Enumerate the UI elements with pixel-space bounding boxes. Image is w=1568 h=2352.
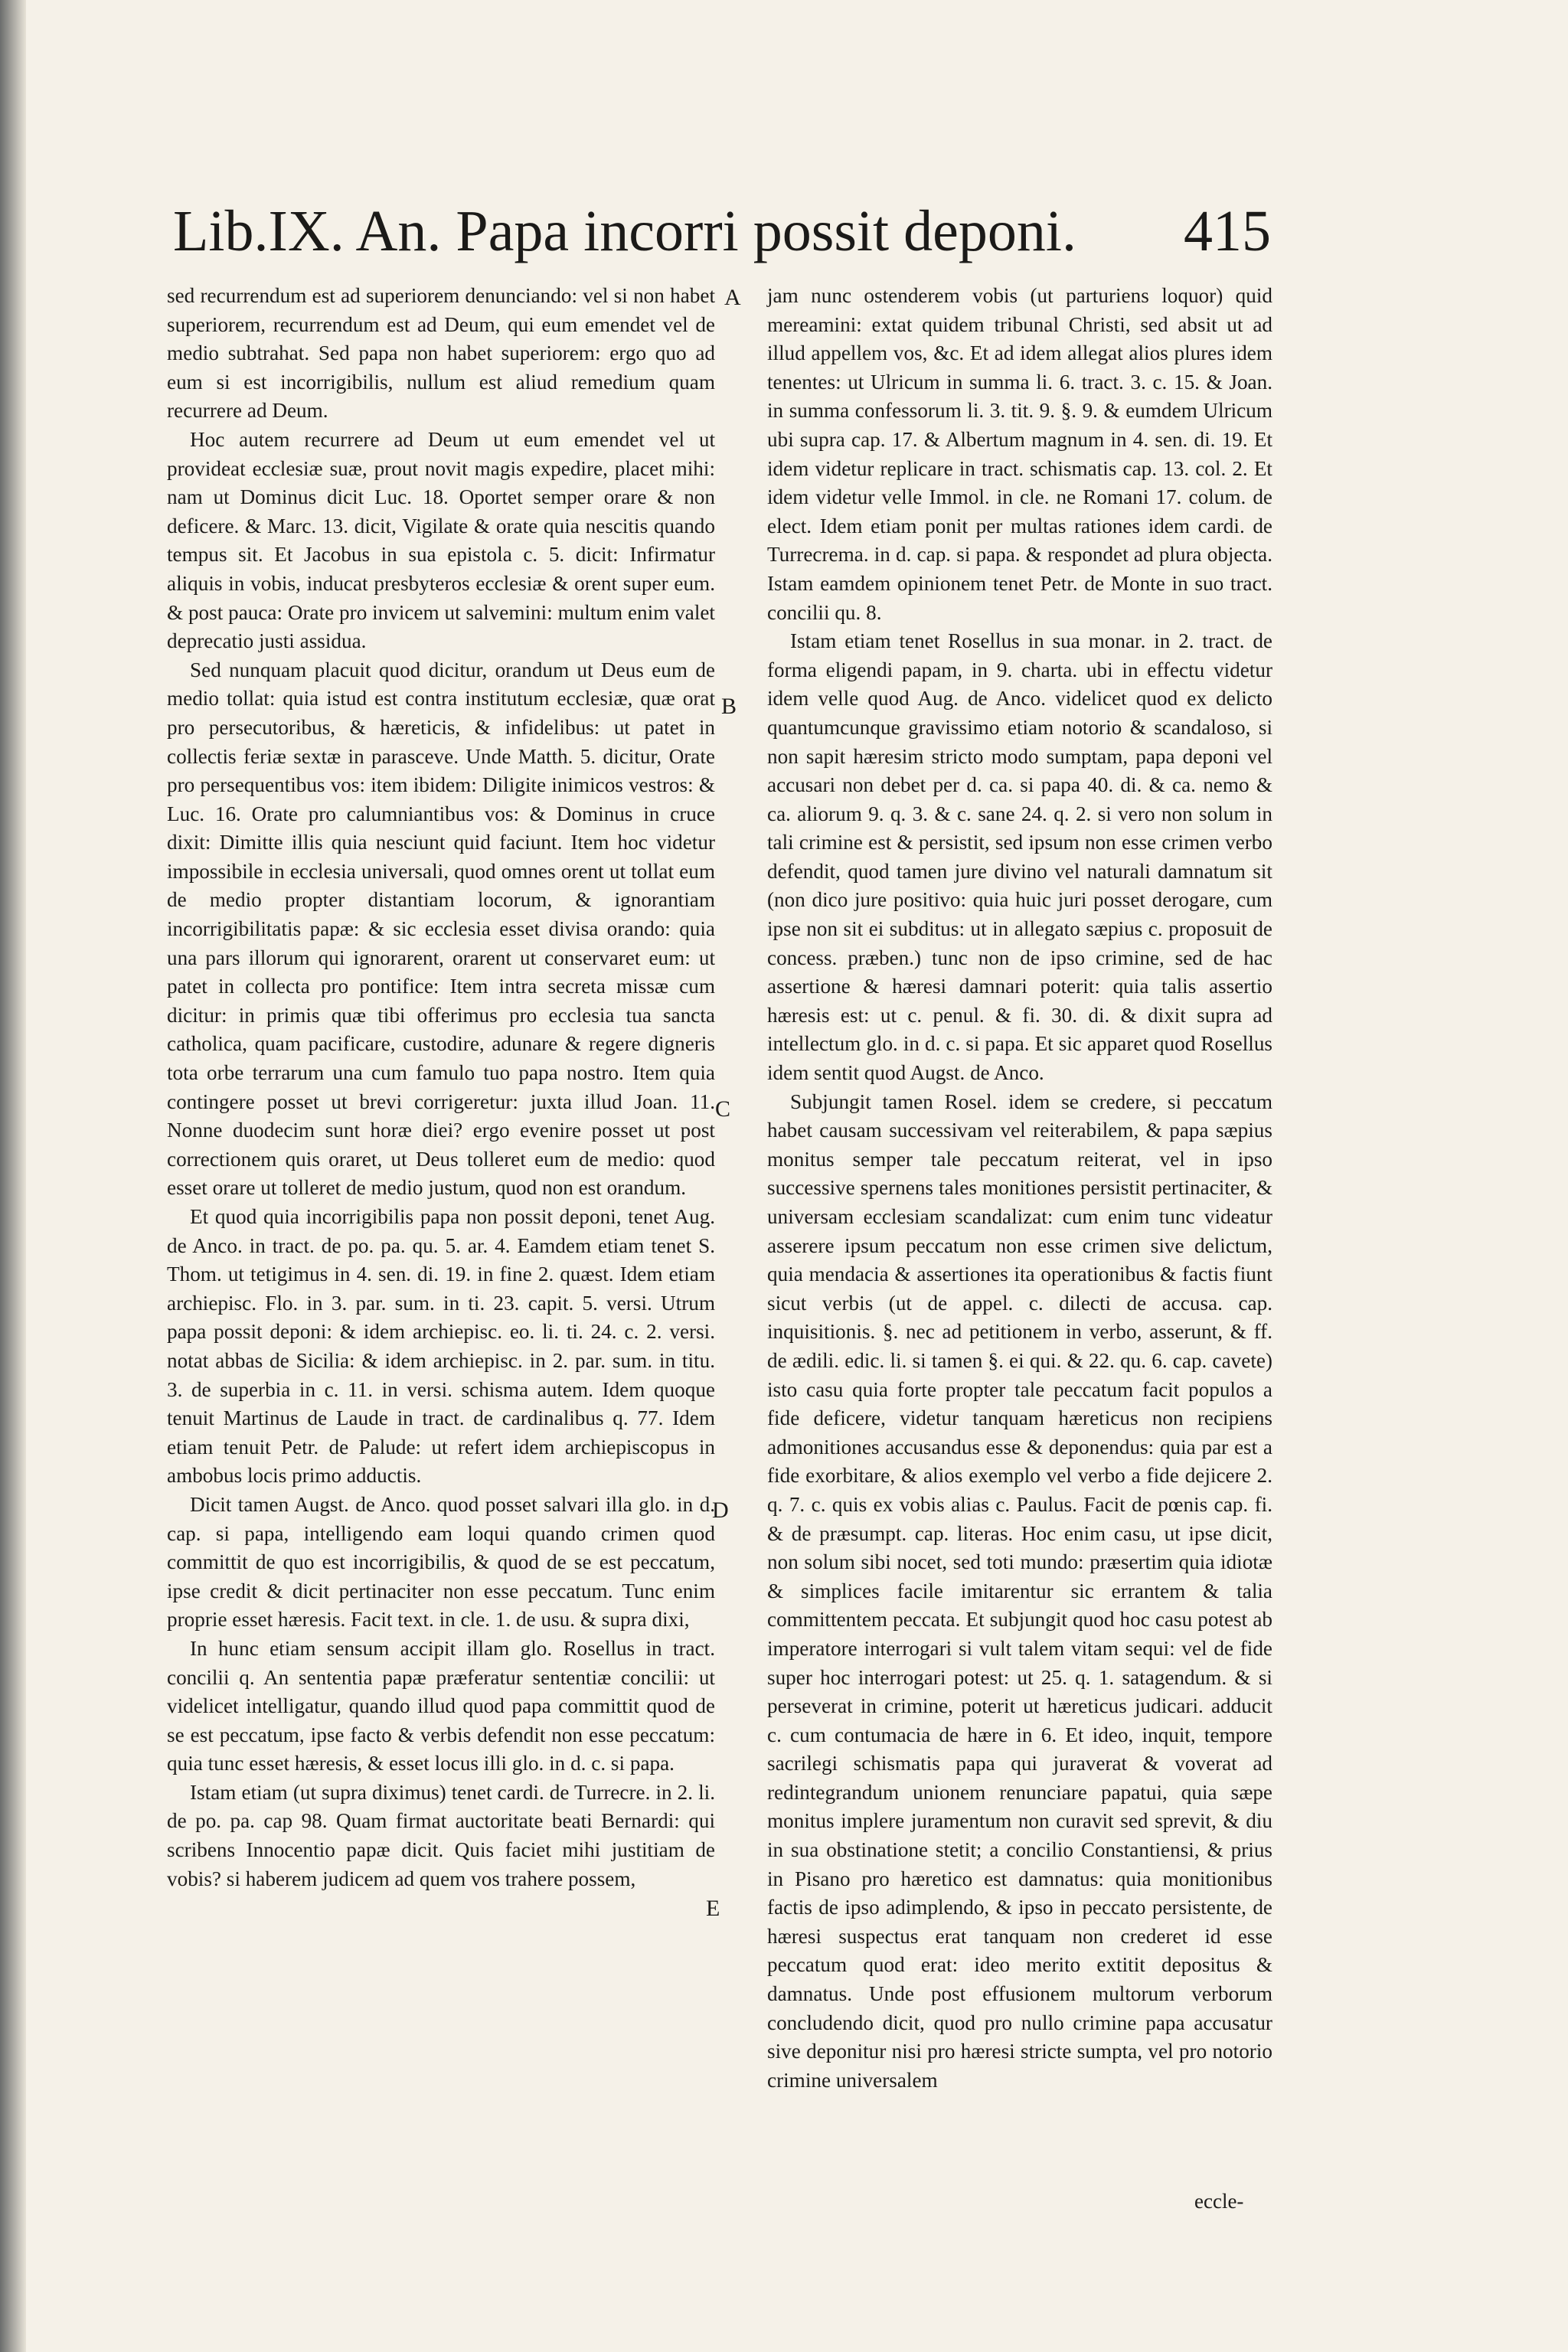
- paragraph: In hunc etiam sensum accipit illam glo. Rosellus in tract. concilii q. An sententia papæ præferatur sententiæ concilii: ut videlicet intelligatur, quando illud quod papa committit quod de se est peccatum, ipse facto & verbis defendit non esse peccatum: quia tunc esset hæresis, & esset locus illi glo. in d. c. si papa.: [167, 1636, 715, 1775]
- page-header: [173, 193, 1283, 277]
- left-text-column: [167, 282, 715, 2196]
- margin-letter-a: A: [724, 285, 741, 310]
- paragraph: jam nunc ostenderem vobis (ut parturiens loquor) quid mereamini: extat quidem tribunal Christi, sed absit ut ad illud appellem vos, &c. Et ad idem allegat alios plures idem tenentes: ut Ulricum in summa li. 6. tract. 3. c. 15. & Joan. in summa confessorum li. 3. tit. 9. §. 9. & eumdem Ulricum ubi supra cap. 17. & Albertum magnum in 4. sen. di. 19. Et idem videtur replicare in tract. schismatis cap. 13. col. 2. Et idem videtur velle Immol. in cle. ne Romani 17. colum. de elect. Idem etiam ponit per multas rationes idem cardi. de Turrecrema. in d. cap. si papa. & respondet ad plura objecta. Istam eamdem opinionem tenet Petr. de Monte in suo tract. concilii qu. 8.: [767, 284, 1272, 624]
- margin-letter-c: C: [715, 1096, 731, 1122]
- paragraph: Istam etiam (ut supra diximus) tenet cardi. de Turrecre. in 2. li. de po. pa. cap 98. Quam firmat auctoritate beati Bernardi: qui scribens Innocentio papæ dicit. Quis faciet mihi justitiam de vobis? si haberem judicem ad quem vos trahere possem,: [167, 1780, 715, 1890]
- right-text-column: [767, 282, 1272, 2196]
- margin-letter-b: B: [721, 694, 737, 719]
- paragraph: sed recurrendum est ad superiorem denunciando: vel si non habet superiorem, recurrendum est ad Deum, qui eum emendet vel de medio subtrahat. Sed papa non habet superiorem: ergo quo ad eum si est incorrigibilis, nullum est aliud remedium quam recurrere ad Deum.: [167, 284, 715, 423]
- paragraph: Istam etiam tenet Rosellus in sua monar. in 2. tract. de forma eligendi papam, in 9. charta. ubi in effectu videtur idem velle quod Aug. de Anco. videlicet quod ex delicto quantumcunque gravissimo etiam notorio & scandaloso, si non sapit hæresim stricto modo sumptam, papa deponi vel accusari non debet per d. ca. si papa 40. di. & ca. nemo & ca. aliorum 9. q. 3. & c. sane 24. q. 2. si vero non solum in tali crimine est & persistit, sed ipsum non esse crimen verbo defendit, quod tamen jure divino vel naturali damnatum sit (non dico jure positivo: quia huic juri posset derogare, cum ipse non sit ei subditus: ut in allegato sæpius c. proposuit de concess. præben.) tunc non de ipso crimine, sed de hac assertione & hæresi damnari poterit: quia talis assertio hæresis est: ut c. penul. & fi. 30. di. & dixit supra ad intellectum glo. in d. c. si papa. Et sic apparet quod Rosellus idem sentit quod Augst. de Anco.: [767, 629, 1272, 1085]
- paragraph: Dicit tamen Augst. de Anco. quod posset salvari illa glo. in d. cap. si papa, intelligendo eam loqui quando crimen quod committit de quo est incorrigibilis, & quod de se est peccatum, ipse credit & dicit pertinaciter non esse peccatum. Tunc enim proprie esset hæresis. Facit text. in cle. 1. de usu. & supra dixi,: [167, 1492, 715, 1632]
- margin-letter-d: D: [712, 1498, 729, 1523]
- book-gutter-shadow: [0, 0, 26, 2352]
- running-title: Lib.IX. An. Papa incorri possit deponi.: [173, 199, 1076, 263]
- margin-letter-e: E: [706, 1896, 720, 1921]
- paragraph: Sed nunquam placuit quod dicitur, orandum ut Deus eum de medio tollat: quia istud est contra institutum ecclesiæ, quæ orat pro persecutoribus, & hæreticis, & infidelibus: ut patet in collectis feriæ sextæ in parasceve. Unde Matth. 5. dicitur, Orate pro persequentibus vos: item ibidem: Diligite inimicos vestros: & Luc. 16. Orate pro calumniantibus vos: & Dominus in cruce dixit: Dimitte illis quia nesciunt quid faciunt. Item hoc videtur impossibile in ecclesia universali, quod omnes orent ut tollat eum de medio propter distantiam locorum, & ignorantiam incorrigibilitatis papæ: & sic ecclesia esset divisa orando: quia una pars illorum qui ignorarent, orarent ut conservaret eum: ut patet in collecta pro pontifice: Item intra secreta missæ cum dicitur: in primis quæ tibi offerimus pro ecclesia tua sancta catholica, quam pacificare, custodire, adunare & regere digneris tota orbe terrarum una cum famulo tuo papa nostro. Item quia contingere posset ut brevi corrigeretur: juxta illud Joan. 11. Nonne duodecim sunt horæ diei? ergo evenire posset ut post correctionem quis oraret, ut Deus tolleret eum de medio: quod esset orare ut tolleret de medio justum, quod non est orandum.: [167, 658, 715, 1200]
- paragraph: Subjungit tamen Rosel. idem se credere, si peccatum habet causam successivam vel reiterabilem, & papa sæpius monitus semper tale peccatum reiterat, vel in ipso successive spernens tales monitiones persistit pertinaciter, & universam ecclesiam scandalizat: cum enim tunc videatur asserere ipsum peccatum non esse crimen sive delictum, quia mendacia & assertiones ita operationibus & factis fiunt sicut verbis (ut de appel. c. dilecti de accusa. cap. inquisitionis. §. nec ad petitionem in verbo, asserunt, & ff. de ædili. edic. li. si tamen §. ei qui. & 22. qu. 6. cap. cavete) isto casu quia forte propter tale peccatum facit populos a fide deficere, videtur tanquam hæreticus non recipiens admonitiones accusandus esse & deponendus: quia par est a fide exorbitare, & alios exemplo vel verbo a fide dejicere 2. q. 7. c. quis ex vobis alias c. Paulus. Facit de pœnis cap. fi. & de præsumpt. cap. literas. Hoc enim casu, ut ipse dicit, non solum sibi nocet, sed toti mundo: præsertim quia idiotæ & simplices facile imitarentur sic errantem & talia committentem peccata. Et subjungit quod hoc casu potest ab imperatore interrogari si vult talem vitam sequi: vel de fide super hoc interrogari potest: ut 25. q. 1. satagendum. & si perseverat in crimine, poterit ut hæreticus judicari. adducit c. cum contumacia de hære in 6. Et ideo, inquit, tempore sacrilegi schismatis papa qui juraverat & voverat ad redintegrandum unionem renunciare papatui, quia sæpe monitus implere juramentum non curavit sed sprevit, & diu in sua obstinatione stetit; a concilio Constantiensi, & prius in Pisano pro hæretico est damnatus: quia monitionibus factis de ipso adimplendo, & ipso in peccato persistente, de hæresi suspectus erat tanquam non crederet id esse peccatum quod erat: ideo merito extitit depositus & damnatus. Unde post effusionem multorum verborum concludendo dicit, quod pro nullo crimine papa accusatur sive deponitur nisi pro hæresi stricte sumpta, vel pro notorio crimine universalem: [767, 1089, 1272, 2092]
- paragraph: Hoc autem recurrere ad Deum ut eum emendet vel ut provideat ecclesiæ suæ, prout novit magis expedire, placet mihi: nam ut Dominus dicit Luc. 18. Oportet semper orare & non deficere. & Marc. 13. dicit, Vigilate & orate quia nescitis quando tempus sit. Et Jacobus in sua epistola c. 5. dicit: Infirmatur aliquis in vobis, inducat presbyteros ecclesiæ & orent super eum. & post pauca: Orate pro invicem ut salvemini: multum enim valet deprecatio justi assidua.: [167, 427, 715, 653]
- page-number: 415: [1184, 199, 1271, 263]
- catchword: eccle-: [1194, 2190, 1244, 2213]
- paragraph: Et quod quia incorrigibilis papa non possit deponi, tenet Aug. de Anco. in tract. de po. pa. qu. 5. ar. 4. Eamdem etiam tenet S. Thom. ut tetigimus in 4. sen. di. 19. in fine 2. quæst. Idem etiam archiepisc. Flo. in 3. par. sum. in ti. 23. capit. 5. versi. Utrum papa possit deponi: & idem archiepisc. eo. li. ti. 24. c. 2. versi. notat abbas de Sicilia: & idem archiepisc. in 2. par. sum. in titu. 3. de superbia in c. 11. in versi. schisma autem. Idem quoque tenuit Martinus de Laude in tract. de cardinalibus q. 77. Idem etiam tenuit Petr. de Palude: ut refert idem archiepiscopus in ambobus locis primo adductis.: [167, 1205, 715, 1488]
